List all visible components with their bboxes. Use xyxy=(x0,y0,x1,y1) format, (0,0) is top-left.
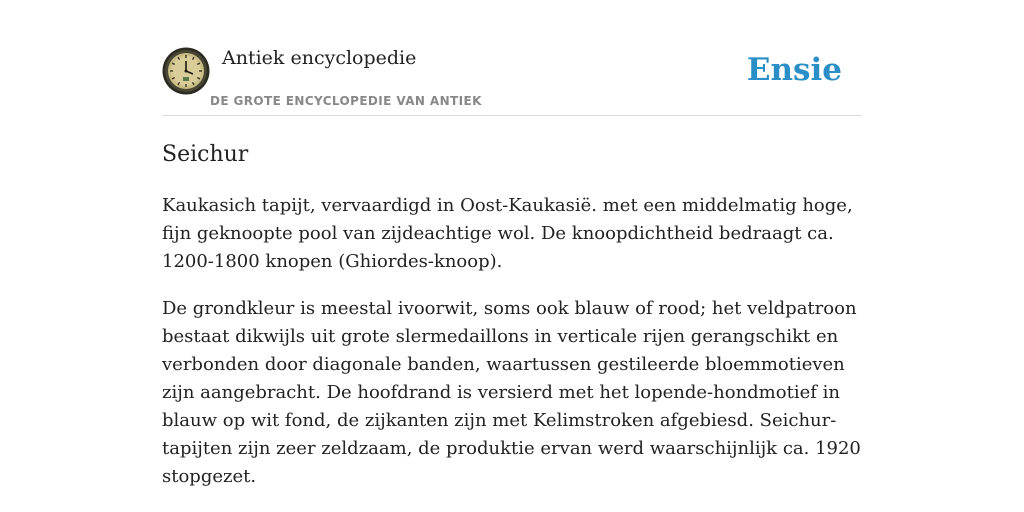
clock-icon[interactable] xyxy=(162,47,210,95)
site-name[interactable]: Antiek encyclopedie xyxy=(222,47,417,69)
ensie-logo[interactable]: Ensie xyxy=(746,52,842,88)
site-header xyxy=(162,44,862,116)
site-tagline: DE GROTE ENCYCLOPEDIE VAN ANTIEK xyxy=(210,94,482,108)
article-title: Seichur xyxy=(162,142,249,167)
article-body xyxy=(162,192,862,510)
header-divider xyxy=(162,115,862,116)
article-paragraph: Kaukasich tapijt, vervaardigd in Oost-Kaukasië. met een middelmatig hoge, fijn geknoopte pool van zijdeachtige wol. De knoopdichtheid bedraagt ca. 1200-1800 knopen (Ghiordes-knoop). xyxy=(162,195,853,272)
article-paragraph: De grondkleur is meestal ivoorwit, soms ook blauw of rood; het veldpatroon bestaat dikwijls uit grote slermedaillons in verticale rijen gerangschikt en verbonden door diagonale banden, waartussen gestileerde bloemmotieven zijn aangebracht. De hoofdrand is versierd met het lopende-hondmotief in blauw op wit fond, de zijkanten zijn met Kelimstroken afgebiesd. Seichur-tapijten zijn zeer zeldzaam, de produktie ervan werd waarschijnlijk ca. 1920 stopgezet. xyxy=(162,298,861,487)
